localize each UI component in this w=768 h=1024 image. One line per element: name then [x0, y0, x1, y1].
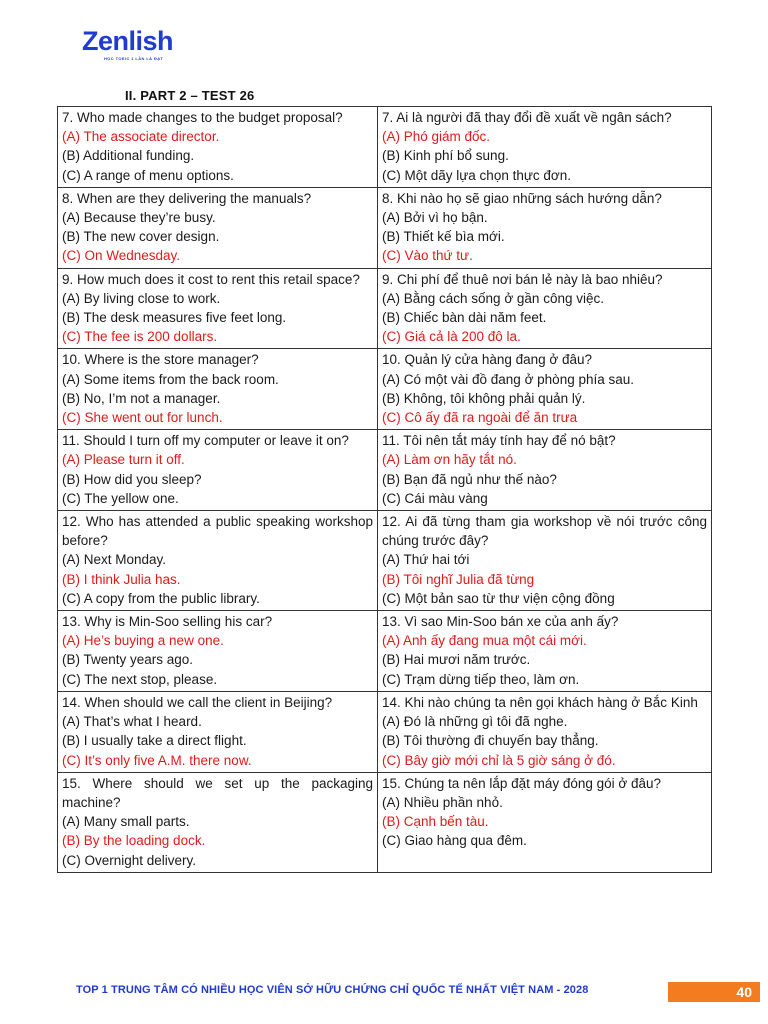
english-question: 10. Where is the store manager? — [62, 352, 259, 368]
english-cell — [58, 611, 378, 692]
vietnamese-option: (B) Kinh phí bổ sung. — [382, 148, 509, 164]
english-question: 7. Who made changes to the budget proposal? — [62, 110, 343, 125]
english-question: 14. When should we call the client in Beijing? — [62, 694, 333, 710]
correct-english-option: (A) The associate director. — [62, 129, 220, 145]
english-option: (C) The yellow one. — [62, 490, 179, 506]
correct-english-option: (C) The fee is 200 dollars. — [62, 329, 218, 345]
vietnamese-question: 10. Quản lý cửa hàng đang ở đâu? — [382, 352, 593, 368]
section-title: II. PART 2 – TEST 26 — [125, 88, 255, 103]
question-row — [58, 611, 712, 692]
vietnamese-question: 12. Ai đã từng tham gia workshop về nói trước công chúng trước đây? — [382, 514, 707, 549]
english-option: (A) By living close to work. — [62, 290, 221, 306]
vietnamese-question: 14. Khi nào chúng ta nên gọi khách hàng ở Bắc Kinh — [382, 694, 698, 710]
english-option: (A) Some items from the back room. — [62, 371, 279, 387]
vietnamese-question: 11. Tôi nên tắt máy tính hay để nó bật? — [382, 433, 616, 449]
correct-vietnamese-option: (C) Bây giờ mới chỉ là 5 giờ sáng ở đó. — [382, 752, 616, 768]
correct-english-option: (C) On Wednesday. — [62, 248, 181, 264]
vietnamese-option: (C) Một dãy lựa chọn thực đơn. — [382, 167, 571, 183]
vietnamese-option: (A) Bởi vì họ bận. — [382, 210, 488, 226]
vietnamese-option: (C) Trạm dừng tiếp theo, làm ơn. — [382, 671, 580, 687]
question-row — [58, 430, 712, 511]
vietnamese-option: (B) Không, tôi không phải quản lý. — [382, 390, 586, 406]
question-row — [58, 268, 712, 349]
english-question: 13. Why is Min-Soo selling his car? — [62, 614, 273, 630]
vietnamese-option: (B) Bạn đã ngủ như thế nào? — [382, 471, 557, 487]
question-row — [58, 772, 712, 872]
vietnamese-cell — [378, 349, 712, 430]
vietnamese-option: (C) Một bản sao từ thư viện cộng đồng — [382, 590, 615, 606]
vietnamese-question: 9. Chi phí để thuê nơi bán lẻ này là bao nhiêu? — [382, 271, 663, 287]
correct-vietnamese-option: (A) Anh ấy đang mua một cái mới. — [382, 633, 587, 649]
vietnamese-cell — [378, 511, 712, 611]
english-question: 12. Who has attended a public speaking workshop before? — [62, 514, 373, 549]
vietnamese-cell — [378, 611, 712, 692]
english-option: (C) The next stop, please. — [62, 671, 218, 687]
english-option: (B) I usually take a direct flight. — [62, 733, 247, 749]
vietnamese-question: 13. Vì sao Min-Soo bán xe của anh ấy? — [382, 614, 619, 630]
vietnamese-option: (A) Nhiều phần nhỏ. — [382, 794, 503, 810]
english-cell — [58, 349, 378, 430]
vietnamese-option: (B) Thiết kế bìa mới. — [382, 229, 505, 245]
english-cell — [58, 187, 378, 268]
vietnamese-option: (C) Cái màu vàng — [382, 490, 488, 506]
vietnamese-cell — [378, 187, 712, 268]
english-cell — [58, 772, 378, 872]
english-question: 8. When are they delivering the manuals? — [62, 190, 312, 206]
english-question: 11. Should I turn off my computer or leave it on? — [62, 433, 349, 449]
vietnamese-cell — [378, 772, 712, 872]
correct-english-option: (A) He’s buying a new one. — [62, 633, 224, 649]
english-option: (A) That’s what I heard. — [62, 714, 202, 730]
question-row — [58, 349, 712, 430]
vietnamese-option: (A) Bằng cách sống ở gần công việc. — [382, 290, 604, 306]
vietnamese-cell — [378, 107, 712, 188]
english-cell — [58, 268, 378, 349]
correct-vietnamese-option: (C) Vào thứ tư. — [382, 248, 473, 264]
english-option: (B) No, I’m not a manager. — [62, 390, 221, 406]
vietnamese-question: 8. Khi nào họ sẽ giao những sách hướng dẫn? — [382, 190, 662, 206]
vietnamese-question: 15. Chúng ta nên lắp đặt máy đóng gói ở đâu? — [382, 775, 662, 791]
english-option: (A) Because they’re busy. — [62, 210, 216, 226]
vietnamese-option: (B) Hai mươi năm trước. — [382, 652, 531, 668]
english-cell — [58, 107, 378, 188]
english-option: (A) Next Monday. — [62, 552, 167, 568]
correct-english-option: (C) It’s only five A.M. there now. — [62, 752, 252, 768]
vietnamese-question: 7. Ai là người đã thay đổi đề xuất về ngân sách? — [382, 110, 672, 125]
english-option: (B) Additional funding. — [62, 148, 195, 164]
english-option: (C) A copy from the public library. — [62, 590, 260, 606]
logo-tagline: HỌC TOEIC 1 LẦN LÀ ĐẠT — [104, 56, 164, 61]
correct-vietnamese-option: (B) Cạnh bến tàu. — [382, 814, 489, 830]
english-question: 15. Where should we set up the packaging machine? — [62, 775, 373, 810]
english-option: (B) The desk measures five feet long. — [62, 310, 287, 326]
qa-table — [57, 106, 712, 873]
zenlish-logo — [82, 26, 202, 70]
correct-vietnamese-option: (A) Làm ơn hãy tắt nó. — [382, 452, 517, 468]
vietnamese-cell — [378, 268, 712, 349]
vietnamese-option: (B) Tôi thường đi chuyến bay thẳng. — [382, 733, 599, 749]
english-option: (C) A range of menu options. — [62, 167, 234, 183]
vietnamese-cell — [378, 430, 712, 511]
correct-vietnamese-option: (C) Cô ấy đã ra ngoài để ăn trưa — [382, 410, 578, 426]
qa-table-body — [58, 107, 712, 873]
vietnamese-cell — [378, 691, 712, 772]
question-row — [58, 107, 712, 188]
correct-english-option: (B) By the loading dock. — [62, 833, 206, 849]
correct-vietnamese-option: (B) Tôi nghĩ Julia đã từng — [382, 571, 535, 587]
english-option: (B) The new cover design. — [62, 229, 220, 245]
english-option: (B) How did you sleep? — [62, 471, 202, 487]
vietnamese-option: (A) Có một vài đồ đang ở phòng phía sau. — [382, 371, 635, 387]
vietnamese-option: (A) Đó là những gì tôi đã nghe. — [382, 714, 568, 730]
vietnamese-option: (A) Thứ hai tới — [382, 552, 470, 568]
logo-wordmark: Zenlish — [82, 26, 174, 56]
correct-english-option: (C) She went out for lunch. — [62, 410, 223, 426]
english-question: 9. How much does it cost to rent this retail space? — [62, 271, 360, 287]
english-option: (A) Many small parts. — [62, 814, 190, 830]
correct-vietnamese-option: (A) Phó giám đốc. — [382, 129, 491, 145]
english-cell — [58, 511, 378, 611]
vietnamese-option: (C) Giao hàng qua đêm. — [382, 833, 527, 849]
english-cell — [58, 430, 378, 511]
question-row — [58, 187, 712, 268]
question-row — [58, 511, 712, 611]
footer-slogan: TOP 1 TRUNG TÂM CÓ NHIỀU HỌC VIÊN SỞ HỮU CHỨNG CHỈ QUỐC TẾ NHẤT VIỆT NAM - 2028 — [76, 984, 589, 996]
correct-english-option: (B) I think Julia has. — [62, 571, 181, 587]
correct-english-option: (A) Please turn it off. — [62, 452, 185, 468]
vietnamese-option: (B) Chiếc bàn dài năm feet. — [382, 310, 547, 326]
correct-vietnamese-option: (C) Giá cả là 200 đô la. — [382, 329, 521, 345]
english-option: (C) Overnight delivery. — [62, 852, 197, 868]
english-option: (B) Twenty years ago. — [62, 652, 194, 668]
question-row — [58, 691, 712, 772]
english-cell — [58, 691, 378, 772]
page-number-badge: 40 — [668, 982, 760, 1002]
